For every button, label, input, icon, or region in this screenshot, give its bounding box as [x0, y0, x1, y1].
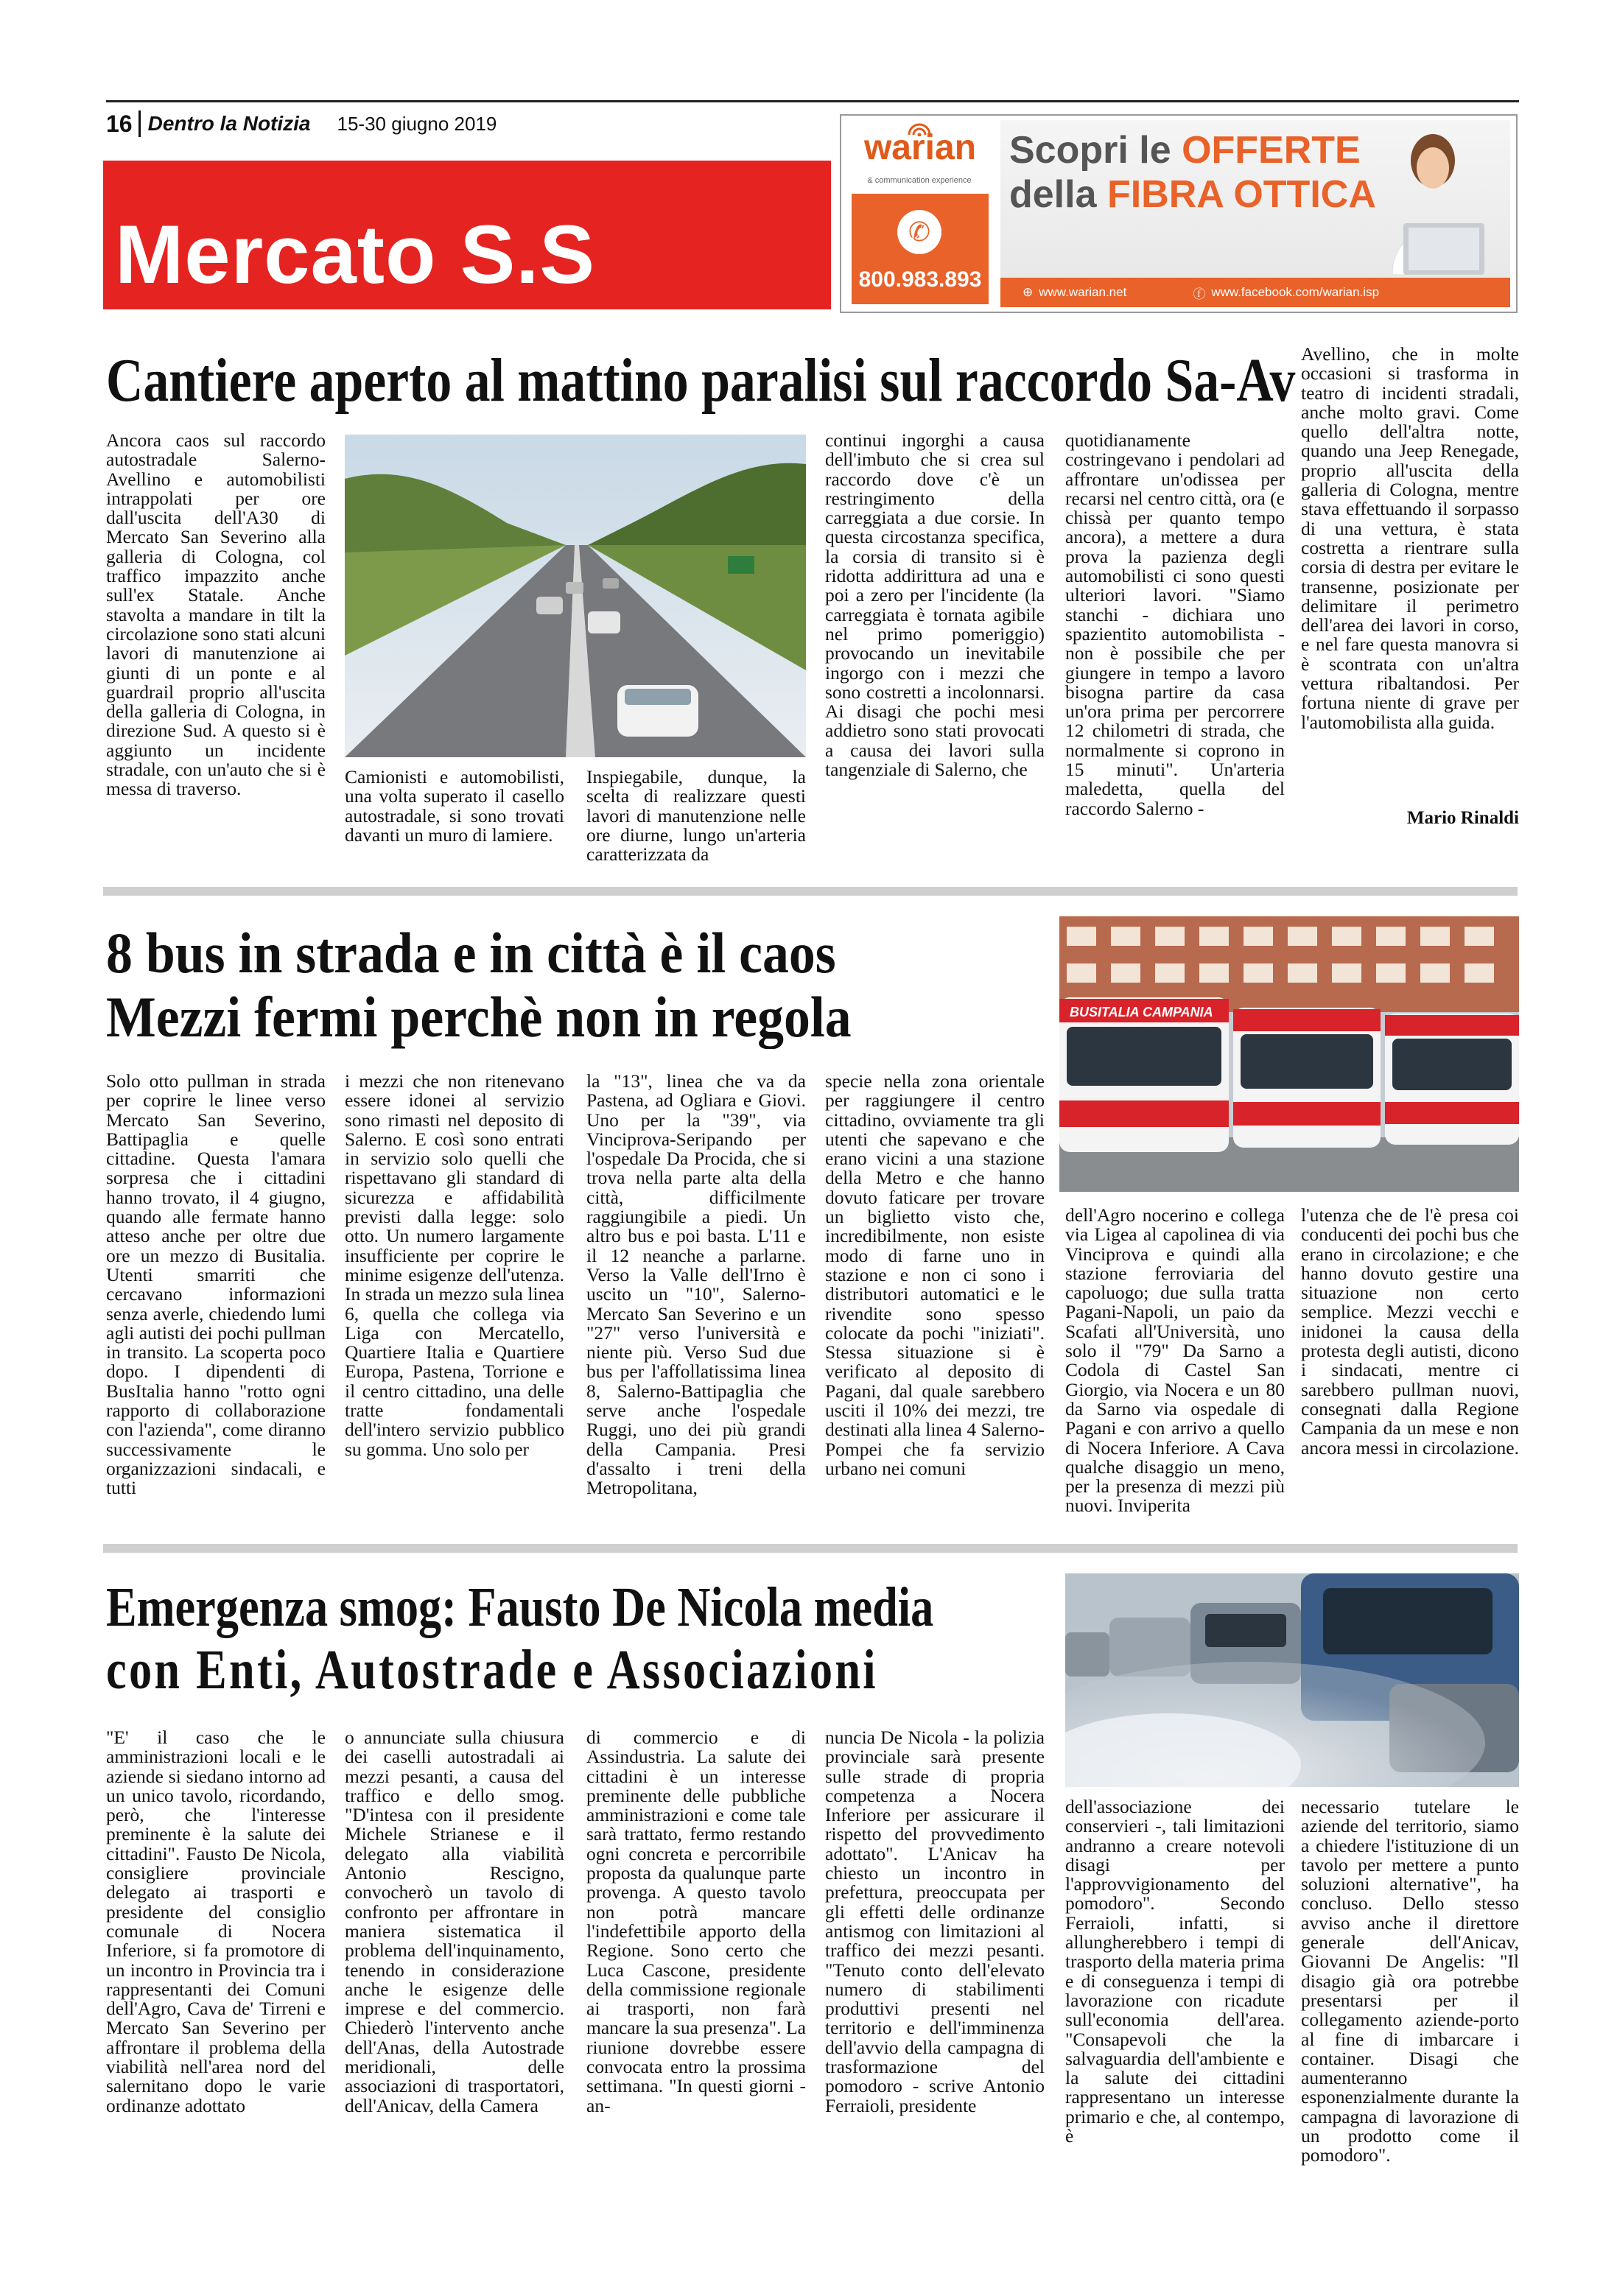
article3-column-4: nuncia De Nicola - la polizia provinciale sarà presente sulle strade di propria competenza a Nocera Inferiore per assicurare il rispetto del provvedimento adottato". L'Anicav ha chiesto un incontro in prefettura, preoccupata per gli effetti delle ordinanze antismog con limitazioni al traffico dei mezzi pesanti. "Tenuto conto dell'elevato numero di stabilimenti produttivi presenti nel territorio e dell'imminenza dell'avvio della campagna di trasformazione del pomodoro - scrive Antonio Ferraioli, presidente	[825, 1727, 1045, 2116]
masthead-divider	[138, 110, 141, 137]
article2-headline-line-2: Mezzi fermi perchè non in regola	[106, 985, 852, 1050]
svg-text:BUSITALIA CAMPANIA: BUSITALIA CAMPANIA	[1070, 1005, 1213, 1019]
article1-column-1: Ancora caos sul raccordo autostradale Salerno-Avellino e automobilisti intrappolati per ore dall'uscita dell'A30 di Mercato San Severino alla galleria di Cologna, col traffico impazzito anche sull'ex Statale. Anche stavolta a mandare in tilt la circolazione sono stati alcuni lavori di manutenzione ai giunti di un ponte e al guardrail proprio all'uscita della galleria di Cologna, in direzione Sud. A questo si è aggiunto un incidente stradale, con un'auto che si è messa di traverso.	[106, 429, 326, 800]
ad-headline-part: della	[1009, 172, 1107, 216]
ad-phone-number: 800.983.893	[858, 267, 982, 292]
ad-right-panel	[1000, 120, 1510, 307]
article3-headline-line-1: Emergenza smog: Fausto De Nicola media	[106, 1576, 934, 1638]
article3-column-3: di commercio e di Assindustria. La salute dei cittadini è un interesse preminente delle pubbliche amministrazioni e come tale sarà trattato, fermo restando ogni concreta e percorribile proposta da qualunque parte provenga. A questo tavolo non potrà mancare l'indefettibile apporto della Regione. Sono certo che Luca Cascone, presidente della commissione regionale ai trasporti, non farà mancare la sua presenza". La riunione dovrebbe essere convocata entro la prossima settimana. "In questi giorni - an-	[586, 1727, 806, 2116]
article2-column-2: i mezzi che non ritenevano essere idonei al servizio sono rimasti nel deposito di Salerno. E così sono entrati in servizio solo quelli che rispettavano gli standard di sicurezza e affidabilità previsti dalla legge: solo otto. Un numero largamente insufficiente per coprire le minime esigenze dell'utenza. In strada un mezzo sula linea 6, quella che collega via Liga con Mercatello, Quartiere Italia e Quartiere Europa, Pastena, Torrione e il centro cittadino, una delle tratte fondamentali dell'intero servizio pubblico su gomma. Uno solo per	[345, 1070, 564, 1460]
article2-column-5: dell'Agro nocerino e collega via Ligea al capolinea di via Vinciprova e quindi alla stazione ferroviaria del capoluogo; due sulla tratta Pagani-Napoli, un paio da Scafati all'Università, uno solo il "79" Da Sarno a Codola di Castel San Giorgio, via Nocera e un 80 da Sarno via ospedale di Pagani e con arrivo a quello di Nocera Inferiore. A Cava qualche disaggio un meno, per la presenza di mezzi più nuovi. Invіperita	[1065, 1204, 1285, 1517]
ad-headline-highlight: OFFERTE	[1182, 129, 1361, 172]
highway-traffic-photo	[345, 435, 806, 757]
section-divider	[103, 1544, 1518, 1553]
issue-date: 15-30 giugno 2019	[337, 112, 497, 135]
advertisement[interactable]	[840, 114, 1518, 313]
facebook-icon: ⓕ	[1193, 287, 1206, 301]
article3-headline	[106, 1576, 933, 1702]
ad-headline-part: Scopri le	[1009, 129, 1182, 172]
section-banner	[103, 161, 831, 309]
article2-headline	[106, 921, 852, 1050]
phone-icon: ✆	[897, 210, 941, 254]
woman-with-laptop-image	[1363, 127, 1495, 275]
buses-photo	[1059, 916, 1519, 1192]
ad-logo: warian	[863, 128, 977, 167]
ad-headline-highlight: FIBRA OTTICA	[1106, 172, 1376, 216]
top-rule	[106, 100, 1519, 102]
article1-column-6: Avellino, che in molte occasioni si trasforma in teatro di incidenti stradali, anche molto gravi. Come quello dell'altra notte, quando una Jeep Renegade, proprio all'uscita della galleria di Cologna, mentre stava effettuando il sorpasso di una vettura, è stata costretta a rientrare sulla corsia di destra per evitare le transenne, posizionate per delimitare il perimetro dell'area dei lavori in corso, e nel fare questa manovra si è scontrata con un'altra vettura ribaltandosi. Per fortuna niente di grave per l'automobilista alla guida.	[1301, 343, 1519, 733]
article2-column-3: la "13", linea che va da Pastena, ad Ogliara e Giovi. Uno per la "39", via Vinciprova-Seripando per l'ospedale Da Procida, che si trova nella parte alta della città, difficilmente raggiungibile a piedi. Un altro bus e poi basta. L'11 e il 12 neanche a parlarne. Verso la Valle dell'Irno è uscito un "10", Salerno-Mercato San Severino e un "27" verso l'università e niente più. Verso Sud due bus per l'affollatissima linea 8, Salerno-Battipaglia che serve anche l'ospedale Ruggi, uno dei più grandi della Campania. Presi d'assalto i treni della Metropolitana,	[586, 1070, 806, 1499]
ad-logo-tagline: & communication experience	[867, 176, 972, 185]
article3-column-2: o annunciate sulla chiusura dei caselli autostradali ai mezzi pesanti, a causa del traffico e dello smog. "D'intesa con il presidente Michele Strianese e il delegato alla viabilità Antonio Rescigno, convocherò un tavolo di confronto per affrontare in maniera sistematica il problema dell'inquinamento, tenendo in considerazione anche le esigenze delle imprese e del commercio. Chiederò l'intervento anche dell'Anas, della Autostrade meridionali, delle associazioni di trasportatori, dell'Anicav, della Camera	[345, 1727, 564, 2116]
publication-name: Dentro la Notizia	[147, 112, 311, 135]
ad-facebook[interactable]: www.facebook.com/warian.isp	[1211, 285, 1380, 299]
article1-column-3: Inspiegabile, dunque, la scelta di realizzare questi lavori di manutenzione nelle ore diurne, lungo un'arteria caratterizzata da	[586, 766, 806, 866]
masthead	[106, 109, 497, 138]
ad-phone-box	[852, 194, 989, 304]
ad-website[interactable]: www.warian.net	[1039, 285, 1127, 299]
page-number: 16	[106, 110, 133, 137]
article3-column-6: necessario tutelare le aziende del territorio, siamo a chiedere l'istituzione di un tavolo per mettere a punto soluzioni alternative", ha concluso. Dello stesso avviso anche il direttore generale dell'Anicav, Giovanni De Angelis: "Il disagio già ora potrebbe presentarsi per il collegamento aziende-porto al fine di imbarcare i container. Disagi che aumenteranno esponenzialmente durante la campagna di lavorazione di un prodotto come il pomodoro".	[1301, 1796, 1519, 2166]
ad-left-panel	[846, 120, 993, 307]
article3-column-5: dell'associazione dei conservieri -, tali limitazioni andranno a creare notevoli disagi per l'approvvigionamento del pomodoro". Secondo Ferraioli, infatti, si allungherebbero i tempi di trasporto della materia prima e di conseguenza i tempi di lavorazione con ricadute sull'economia dell'area. "Consapevoli che la salvaguardia dell'ambiente e la salute dei cittadini rappresentano un interesse primario e che, al contempo, è	[1065, 1796, 1285, 2147]
article3-headline-line-2: con Enti, Autostrade e Associazioni	[106, 1639, 878, 1702]
section-divider	[103, 887, 1518, 896]
article2-column-1: Solo otto pullman in strada per coprire le linee verso Mercato San Severino, Battipaglia e quelle cittadine. Questa l'amara sorpresa che i cittadini hanno trovato, il 4 giugno, quando alle fermate hanno atteso anche per oltre due ore un mezzo di Busitalia. Utenti smarriti che cercavano informazioni senza averle, chiedendo lumi agli autisti dei pochi pullman in transito. La scoperta poco dopo. I dipendenti di BusItalia hanno "rotto ogni rapporto di collaborazione con l'azienda", come diranno successivamente le organizzazioni sindacali, e tutti	[106, 1070, 326, 1499]
article2-headline-line-1: 8 bus in strada e in città è il caos	[106, 921, 836, 985]
ad-headline	[1009, 129, 1376, 217]
smog-traffic-photo	[1065, 1573, 1519, 1787]
article1-headline: Cantiere aperto al mattino paralisi sul raccordo Sa-Av	[106, 346, 1296, 415]
article2-column-4: specie nella zona orientale per raggiungere il centro cittadino, ovviamente tra gli utenti che sapevano e che erano vicini a una stazione della Metro e che hanno dovuto faticare per trovare un biglietto visto che, incredibilmente, non esiste modo di farne uno in stazione e non ci sono i distributori automatici e le rivendite sono spesso colocate da pochi "iniziati". Stessa situazione si è verificato al deposito di Pagani, dal quale sarebbero usciti il 10% dei mezzi, tre destinati alla linea 4 Salerno-Pompei che fa servizio urbano nei comuni	[825, 1070, 1045, 1479]
article1-column-5: quotidianamente costringevano i pendolari ad affrontare un'odissea per recarsi nel centro città, ora (e chissà per quanto tempo ancora), a mettere a dura prova la pazienza degli automobilisti ci sono questi ulteriori lavori. "Siamo stanchi - dichiara uno spazientito automobilista - non è possibile che per giungere in tempo a lavoro bisogna partire da casa un'ora prima per percorrere 12 chilometri di strada, che normalmente si coprono in 15 minuti". Un'arteria maledetta, quella del raccordo Salerno -	[1065, 429, 1285, 819]
article1-byline: Mario Rinaldi	[1406, 808, 1519, 828]
ad-footer	[1000, 278, 1510, 307]
article1-column-4: continui ingorghi a causa dell'imbuto che si crea sul raccordo dove c'è un restringimento della carreggiata a due corsie. In questa circostanza specifica, la corsia di transito si è ridotta addirittura ad una e poi a zero per l'incidente (la carreggiata è tornata agibile nel primo pomeriggio) provocando un inevitabile ingorgo con i mezzi che sono costretti a incolonnarsi. Ai disagi che pochi mesi addietro sono stati provocati a causa dei lavori sulla tangenziale di Salerno, che	[825, 429, 1045, 781]
article3-column-1: "E' il caso che le amministrazioni locali e le aziende si siedano intorno ad un unico tavolo, ricordando, però, che l'interesse preminente è la salute dei cittadini". Fausto De Nicola, consigliere provinciale delegato ai trasporti e presidente del consiglio comunale di Nocera Inferiore, si fa promotore di un incontro in Provincia tra i rappresentanti dei Comuni dell'Agro, Cava de' Tirreni e Mercato San Severino per affrontare il problema della viabilità nell'area nord del salernitano dopo le varie ordinanze adottato	[106, 1727, 326, 2116]
section-title: Mercato S.S	[115, 208, 596, 301]
article1-column-2: Camionisti e automobilisti, una volta superato il casello autostradale, si sono trovati davanti un muro di lamiere.	[345, 766, 564, 846]
article2-column-6: l'utenza che de l'è presa coi conducenti dei pochi bus che erano in circolazione; e che hanno dovuto gestire una situazione non certo semplice. Mezzi vecchi e inidonei la causa della protesta degli autisti, dicono i sindacati, mentre ci sarebbero pullman nuovi, consegnati dalla Regione Campania da un mese e non ancora messi in circolazione.	[1301, 1204, 1519, 1458]
web-icon: ⊕	[1023, 285, 1034, 299]
